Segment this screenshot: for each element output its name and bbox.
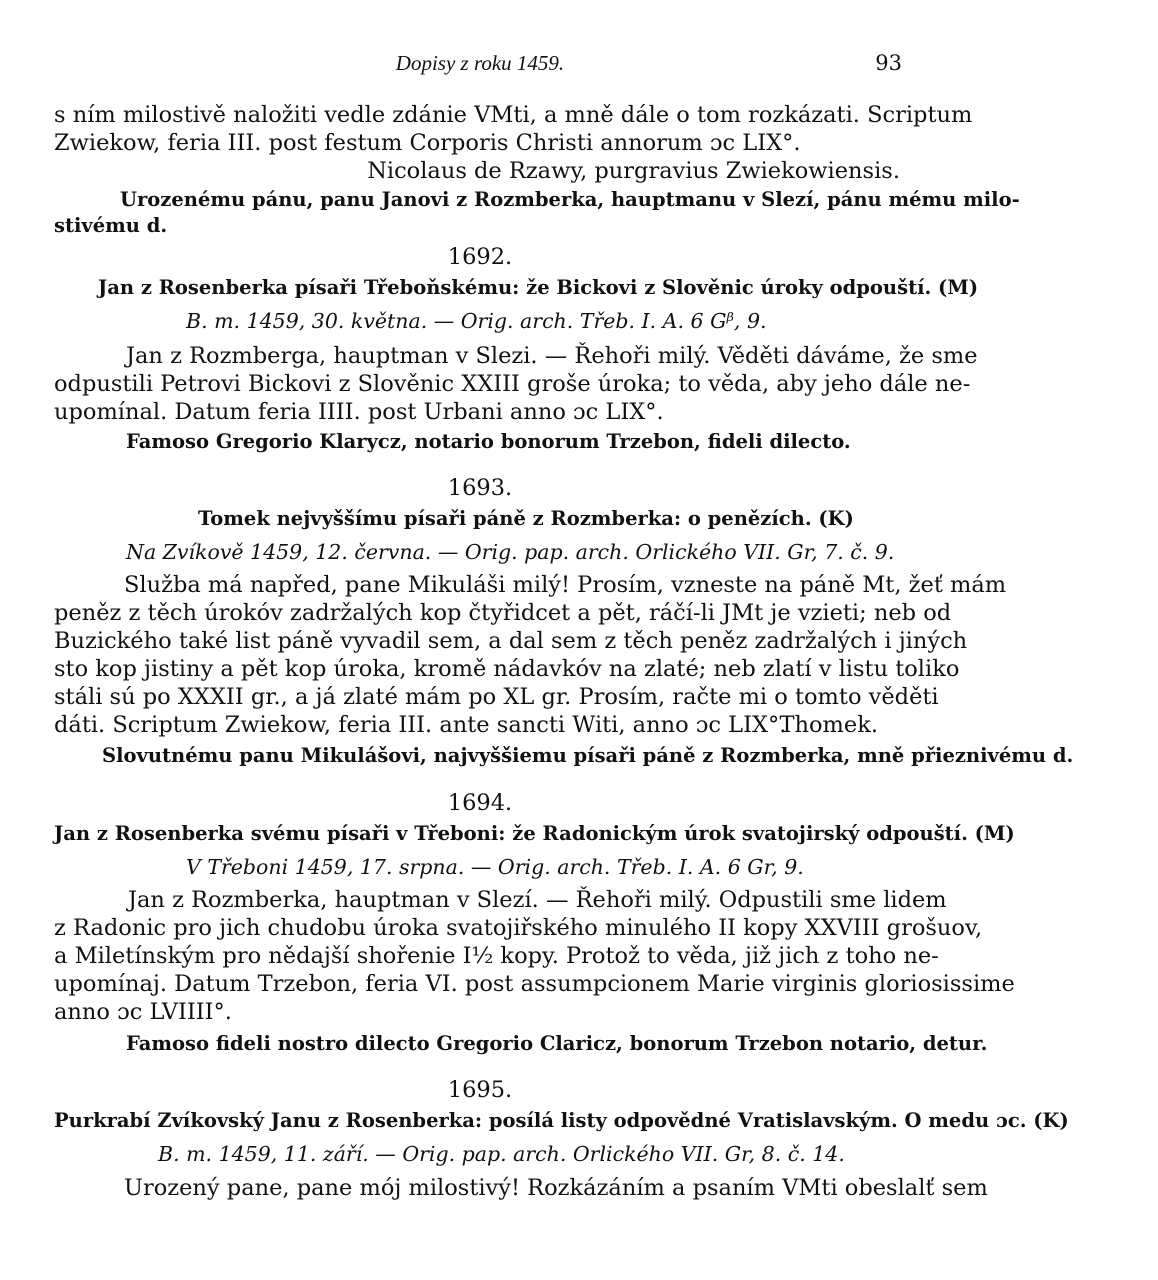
letter-source: V Třeboni 1459, 17. srpna. — Orig. arch. Třeb. I. A. 6 Gr, 9.: [186, 855, 804, 879]
text-line: s ním milostivě naložiti vedle zdánie VMti, a mně dále o tom rozkázati. Scriptum: [54, 102, 973, 128]
letter-number: 1692.: [447, 244, 513, 270]
address-line: Urozenému pánu, panu Janovi z Rozmberka, hauptmanu v Slezí, pánu mému milo-: [120, 188, 1020, 211]
text-line: z Radonic pro jich chudobu úroka svatojiřského minulého II kopy XXVIII grošuov,: [54, 915, 983, 941]
signature: Thomek.: [779, 712, 878, 738]
letter-source: Na Zvíkově 1459, 12. června. — Orig. pap. arch. Orlického VII. Gr, 7. č. 9.: [126, 540, 895, 564]
text-line: upomínal. Datum feria IIII. post Urbani anno ɔc LIX°.: [54, 399, 664, 425]
letter-summary: Tomek nejvyššímu písaři páně z Rozmberka: o penězích. (K): [198, 507, 854, 530]
text-line: stáli sú po XXXII gr., a já zlaté mám po XL gr. Prosím, račte mi o tomto věděti: [54, 684, 939, 710]
text-line: a Miletínským pro nědajší shořenie I½ kopy. Protož to věda, již jich z toho ne-: [54, 943, 939, 969]
text-line: upomínaj. Datum Trzebon, feria VI. post assumpcionem Marie virginis gloriosissime: [54, 971, 1015, 997]
text-line: Buzického také list páně vyvadil sem, a dal sem z těch peněz zadržalých i jiných: [54, 628, 968, 654]
address-line: stivému d.: [54, 214, 168, 237]
letter-summary: Purkrabí Zvíkovský Janu z Rosenberka: posílá listy odpovědné Vratislavským. O medu ɔc. (K): [54, 1109, 1069, 1132]
letter-number: 1695.: [447, 1077, 513, 1103]
letter-number: 1694.: [447, 790, 513, 816]
letter-source: B. m. 1459, 11. září. — Orig. pap. arch. Orlického VII. Gr, 8. č. 14.: [158, 1142, 845, 1166]
text-line: Jan z Rozmberga, hauptman v Slezi. — Řehoři milý. Věděti dáváme, že sme: [126, 343, 978, 369]
text-line: Urozený pane, pane mój milostivý! Rozkázáním a psaním VMti obeslalť sem: [124, 1175, 988, 1201]
address-line: Famoso Gregorio Klarycz, notario bonorum Trzebon, fideli dilecto.: [126, 430, 851, 453]
text-line: odpustili Petrovi Bickovi z Slověnic XXIII groše úroka; to věda, aby jeho dále ne-: [54, 371, 971, 397]
text-line: Služba má napřed, pane Mikuláši milý! Prosím, vzneste na páně Mt, žeť mám: [124, 572, 1007, 598]
signature: Nicolaus de Rzawy, purgravius Zwiekowiensis.: [367, 158, 900, 184]
text-line: Jan z Rozmberka, hauptman v Slezí. — Řehoři milý. Odpustili sme lidem: [128, 887, 947, 913]
letter-summary: Jan z Rosenberka písaři Třeboňskému: že Bickovi z Slověnic úroky odpouští. (M): [98, 276, 979, 299]
text-line: anno ɔc LVIIII°.: [54, 999, 232, 1025]
text-line: sto kop jistiny a pět kop úroka, kromě nádavkóv na zlaté; neb zlatí v listu toliko: [54, 656, 960, 682]
letter-summary: Jan z Rosenberka svému písaři v Třeboni: že Radonickým úrok svatojirský odpouští. (M): [54, 822, 1015, 845]
text-line: peněz z těch úrokóv zadržalých kop čtyřidcet a pět, ráčí-li JMt je vzieti; neb od: [54, 600, 952, 626]
address-line: Slovutnému panu Mikulášovi, najvyššiemu písaři páně z Rozmberka, mně přieznivému d.: [102, 744, 1074, 767]
address-line: Famoso fideli nostro dilecto Gregorio Claricz, bonorum Trzebon notario, detur.: [126, 1032, 988, 1055]
page-number: 93: [875, 51, 902, 75]
text-line: dáti. Scriptum Zwiekow, feria III. ante sancti Witi, anno ɔc LIX°.: [54, 712, 787, 738]
text-line: Zwiekow, feria III. post festum Corporis Christi annorum ɔc LIX°.: [54, 130, 801, 156]
letter-source: B. m. 1459, 30. května. — Orig. arch. Třeb. I. A. 6 Gᵝ, 9.: [186, 309, 767, 333]
running-title: Dopisy z roku 1459.: [395, 51, 565, 75]
letter-number: 1693.: [447, 475, 513, 501]
